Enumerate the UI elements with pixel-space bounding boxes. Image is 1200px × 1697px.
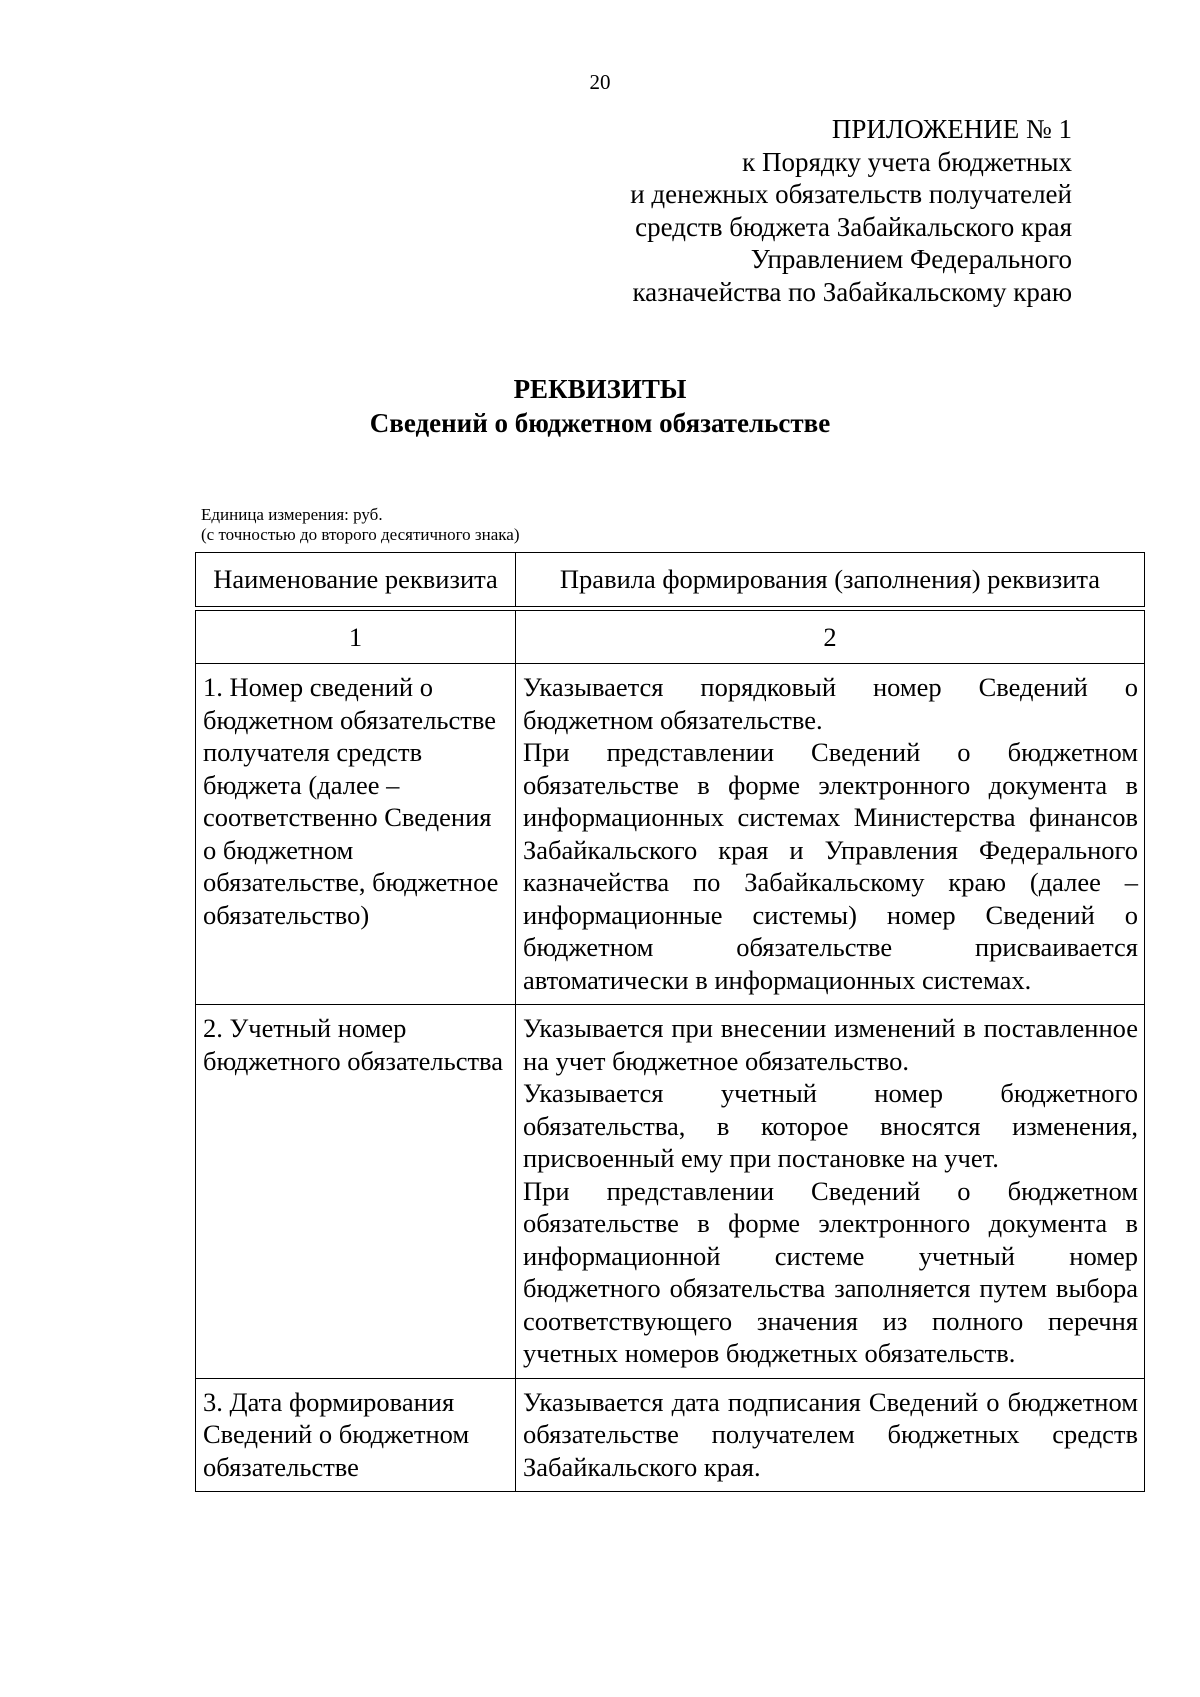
header-row [196, 553, 1145, 607]
rule-paragraph: При представлении Сведений о бюджетном обязательстве в форме электронного документа в информационной системе учетный номер бюджетного обязательства заполняется путем выбора соответствующего значения из полного перечня учетных номеров бюджетных обязательств. [523, 1175, 1138, 1368]
appendix-line: средств бюджета Забайкальского края [635, 211, 1072, 242]
appendix-line: к Порядку учета бюджетных [742, 146, 1072, 177]
column-number-row [196, 611, 1145, 664]
units-line-1: Единица измерения: руб. [201, 505, 383, 524]
appendix-line: ПРИЛОЖЕНИЕ № 1 [831, 114, 1072, 144]
requisite-name-cell: 3. Дата формирования Сведений о бюджетном обязательстве [196, 1378, 516, 1492]
units-line-2: (с точностью до второго десятичного знака) [201, 525, 520, 544]
title-line-2: Сведений о бюджетном обязательстве [369, 408, 831, 438]
header-table [195, 552, 1145, 607]
column-number-cell: 2 [516, 611, 1145, 664]
requisite-rule-cell [516, 1005, 1145, 1379]
table-row [196, 1378, 1145, 1492]
requisite-rule-cell [516, 664, 1145, 1005]
appendix-line: казначейства по Забайкальскому краю [632, 276, 1072, 307]
column-number-cell: 1 [196, 611, 516, 664]
appendix-block [630, 113, 1072, 308]
requisite-rule-cell [516, 1378, 1145, 1492]
table-row [196, 1005, 1145, 1379]
table-row [196, 664, 1145, 1005]
rule-paragraph: Указывается учетный номер бюджетного обязательства, в которое вносятся изменения, присвоенный ему при постановке на учет. [523, 1078, 1138, 1173]
units-note [201, 505, 520, 545]
page-number: 20 [589, 70, 611, 94]
requisite-name-cell: 2. Учетный номер бюджетного обязательства [196, 1005, 516, 1379]
document-title [0, 372, 1200, 440]
rule-paragraph: Указывается при внесении изменений в поставленное на учет бюджетное обязательство. [523, 1013, 1138, 1076]
requisite-name-cell: 1. Номер сведений о бюджетном обязательстве получателя средств бюджета (далее – соответственно Сведения о бюджетном обязательстве, бюджетное обязательство) [196, 664, 516, 1005]
appendix-line: и денежных обязательств получателей [630, 179, 1072, 209]
title-line-1: РЕКВИЗИТЫ [513, 374, 687, 404]
header-cell-rules: Правила формирования (заполнения) реквизита [516, 553, 1145, 607]
header-cell-name: Наименование реквизита [196, 553, 516, 607]
rule-paragraph: Указывается порядковый номер Сведений о бюджетном обязательстве. [523, 672, 1138, 735]
requisites-table [195, 610, 1145, 1492]
appendix-line: Управлением Федерального [750, 244, 1072, 274]
rule-paragraph: Указывается дата подписания Сведений о бюджетном обязательстве получателем бюджетных средств Забайкальского края. [523, 1386, 1138, 1482]
rule-paragraph: При представлении Сведений о бюджетном обязательстве в форме электронного документа в информационных системах Министерства финансов Забайкальского края и Управления Федерального казначейства по Забайкальскому краю (далее – информационные системы) номер Сведений о бюджетном обязательстве присваивается автоматически в информационных системах. [523, 737, 1138, 995]
